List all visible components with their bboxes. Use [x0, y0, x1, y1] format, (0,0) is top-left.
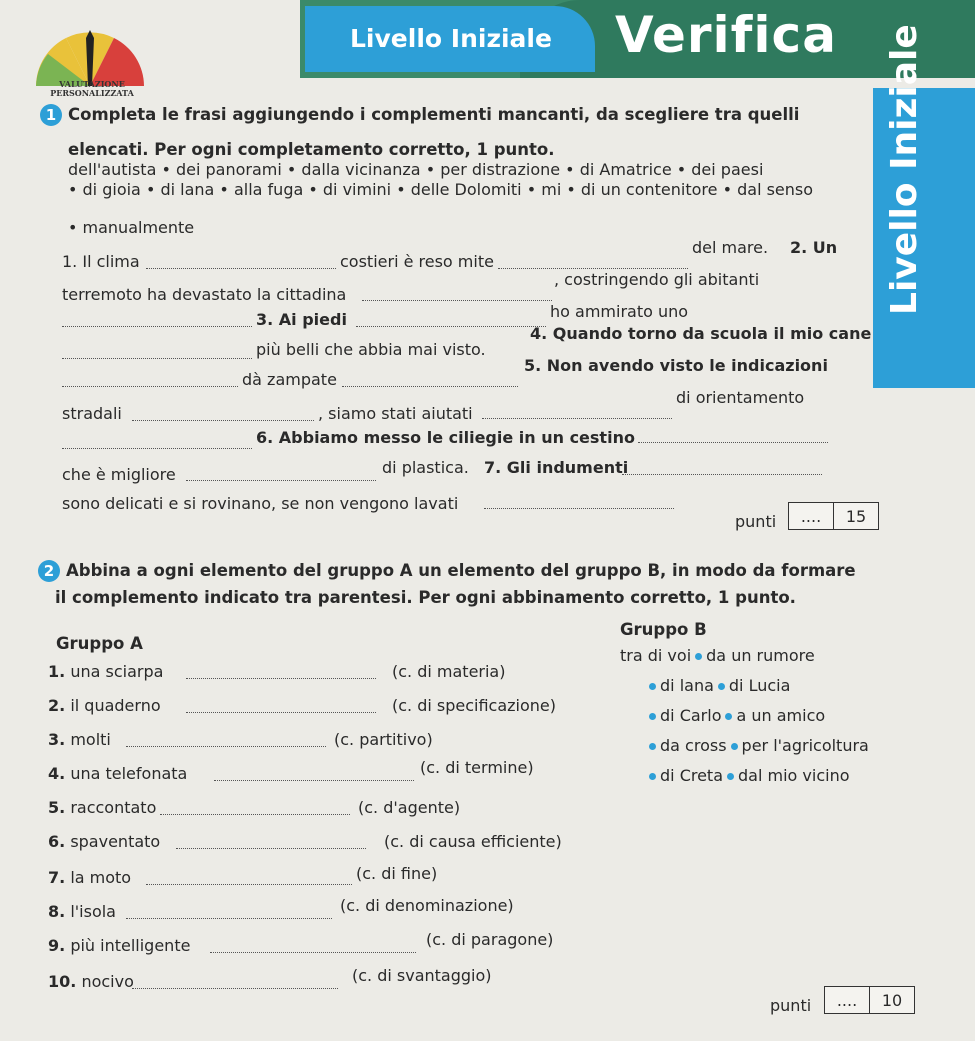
level-label: Livello Iniziale: [350, 24, 552, 53]
blank-7a[interactable]: [622, 474, 822, 475]
complement-type: (c. di causa efficiente): [384, 832, 562, 851]
group-a-answer-blank[interactable]: [126, 746, 326, 747]
ex1-score-field[interactable]: ....: [789, 503, 834, 529]
complement-type: (c. di specificazione): [392, 696, 557, 715]
ex1-points-max: 15: [845, 506, 867, 526]
bullet-icon: [649, 713, 656, 720]
group-b-item: di Creta: [660, 766, 724, 785]
ex1-number-badge: 1: [40, 104, 62, 126]
complement-type: (c. di materia): [392, 662, 506, 681]
blank-5c[interactable]: [62, 448, 252, 449]
s3-start: 3. Ai piedi: [256, 310, 347, 329]
ex1-points-box: [788, 502, 879, 530]
group-b-row: [645, 766, 850, 785]
bullet-icon: [649, 773, 656, 780]
group-a-answer-blank[interactable]: [210, 952, 416, 953]
s2-end: , costringendo gli abitanti: [554, 270, 760, 289]
group-b-item: di Carlo: [660, 706, 722, 725]
group-a-item: 3. molti: [48, 730, 111, 749]
ex1-instruction: 1 Completa le frasi aggiungendo i complementi mancanti, da scegliere tra quelli: [40, 104, 799, 126]
ex2-points-box: [824, 986, 915, 1014]
blank-5a[interactable]: [132, 420, 314, 421]
s7-start: 7. Gli indumenti: [484, 458, 629, 477]
bullet-icon: [727, 773, 734, 780]
group-b-item: tra di voi: [620, 646, 692, 665]
blank-4a[interactable]: [62, 386, 238, 387]
blank-7b[interactable]: [484, 508, 674, 509]
bullet-icon: [718, 683, 725, 690]
s1-end: del mare.: [692, 238, 769, 257]
group-a-item: 8. l'isola: [48, 902, 116, 921]
complement-type: (c. di termine): [420, 758, 534, 777]
group-a-answer-blank[interactable]: [214, 780, 414, 781]
s4-mid: dà zampate: [242, 370, 337, 389]
ex1-points-label: punti: [735, 512, 777, 531]
ex1-options-2: • di gioia • di lana • alla fuga • di vimini • delle Dolomiti • mi • di un contenitore • dal senso: [68, 180, 814, 199]
blank-5b[interactable]: [482, 418, 672, 419]
bullet-icon: [649, 743, 656, 750]
bullet-icon: [731, 743, 738, 750]
ex2-score-field[interactable]: ....: [825, 987, 870, 1013]
blank-3b[interactable]: [62, 358, 252, 359]
s1-mid: costieri è reso mite: [340, 252, 494, 271]
group-a-item: 6. spaventato: [48, 832, 161, 851]
group-a-item: 9. più intelligente: [48, 936, 191, 955]
group-b-item: da cross: [660, 736, 727, 755]
gauge-label: VALUTAZIONE PERSONALIZZATA: [50, 79, 134, 98]
bullet-icon: [725, 713, 732, 720]
blank-1b[interactable]: [498, 268, 688, 269]
group-a-item: 4. una telefonata: [48, 764, 188, 783]
group-a-answer-blank[interactable]: [126, 918, 332, 919]
s3-mid: ho ammirato uno: [550, 302, 689, 321]
group-b-title: Gruppo B: [620, 620, 707, 639]
bullet-icon: [649, 683, 656, 690]
ex2-instruction: 2 Abbina a ogni elemento del gruppo A un elemento del gruppo B, in modo da formare: [38, 560, 856, 582]
s2-start: 2. Un: [790, 238, 838, 257]
group-a-title: Gruppo A: [56, 634, 143, 653]
s5-start: 5. Non avendo visto le indicazioni: [524, 356, 828, 375]
blank-4b[interactable]: [342, 386, 518, 387]
group-a-item: 10. nocivo: [48, 972, 134, 991]
group-b-item: di Lucia: [728, 676, 791, 695]
blank-6a[interactable]: [638, 442, 828, 443]
ex2-instruction-2: il complemento indicato tra parentesi. Per ogni abbinamento corretto, 1 punto.: [55, 588, 796, 607]
blank-6b[interactable]: [186, 480, 376, 481]
ex1-instruction-2: elencati. Per ogni completamento corretto, 1 punto.: [68, 140, 555, 159]
blank-2a[interactable]: [362, 300, 552, 301]
s2-mid: terremoto ha devastato la cittadina: [62, 285, 347, 304]
group-b-row: [645, 736, 869, 755]
group-a-item: 7. la moto: [48, 868, 132, 887]
complement-type: (c. di svantaggio): [352, 966, 492, 985]
s1-start: 1. Il clima: [62, 252, 140, 271]
group-a-answer-blank[interactable]: [186, 712, 376, 713]
ex2-points-max: 10: [881, 990, 903, 1010]
group-b-item: a un amico: [736, 706, 826, 725]
group-a-answer-blank[interactable]: [176, 848, 366, 849]
group-a-answer-blank[interactable]: [186, 678, 376, 679]
group-b-item: per l'agricoltura: [741, 736, 869, 755]
group-a-item: 5. raccontato: [48, 798, 157, 817]
s5-mid-2: , siamo stati aiutati: [318, 404, 473, 423]
group-b-item: dal mio vicino: [738, 766, 850, 785]
complement-type: (c. di paragone): [426, 930, 554, 949]
s4-start: 4. Quando torno da scuola il mio cane: [530, 324, 872, 343]
s5-end: di orientamento: [676, 388, 805, 407]
s6-start: 6. Abbiamo messo le ciliegie in un cestino: [256, 428, 635, 447]
blank-2b[interactable]: [62, 326, 252, 327]
group-b-row: [645, 706, 825, 725]
group-a-item: 2. il quaderno: [48, 696, 161, 715]
complement-type: (c. d'agente): [358, 798, 461, 817]
s3-end: più belli che abbia mai visto.: [256, 340, 486, 359]
ex1-options-3: • manualmente: [68, 218, 195, 237]
s5-mid: stradali: [62, 404, 122, 423]
group-b-item: di lana: [660, 676, 714, 695]
group-a-answer-blank[interactable]: [160, 814, 350, 815]
complement-type: (c. di denominazione): [340, 896, 514, 915]
group-b-row: [645, 676, 790, 695]
group-b-item: da un rumore: [706, 646, 815, 665]
ex2-points-label: punti: [770, 996, 812, 1015]
group-a-item: 1. una sciarpa: [48, 662, 164, 681]
blank-3a[interactable]: [356, 326, 546, 327]
side-tab-label: Livello Iniziale: [884, 24, 925, 315]
group-b-row: [620, 646, 815, 665]
s6-mid: che è migliore: [62, 465, 176, 484]
ex2-number-badge: 2: [38, 560, 60, 582]
group-a-answer-blank[interactable]: [146, 884, 352, 885]
s6-end: di plastica.: [382, 458, 469, 477]
complement-type: (c. partitivo): [334, 730, 433, 749]
s7-end: sono delicati e si rovinano, se non vengono lavati: [62, 494, 459, 513]
bullet-icon: [695, 653, 702, 660]
complement-type: (c. di fine): [356, 864, 438, 883]
group-a-answer-blank[interactable]: [132, 988, 338, 989]
page-title: Verifica: [615, 6, 837, 64]
ex1-options-1: dell'autista • dei panorami • dalla vicinanza • per distrazione • di Amatrice • dei paesi: [68, 160, 764, 179]
blank-1a[interactable]: [146, 268, 336, 269]
